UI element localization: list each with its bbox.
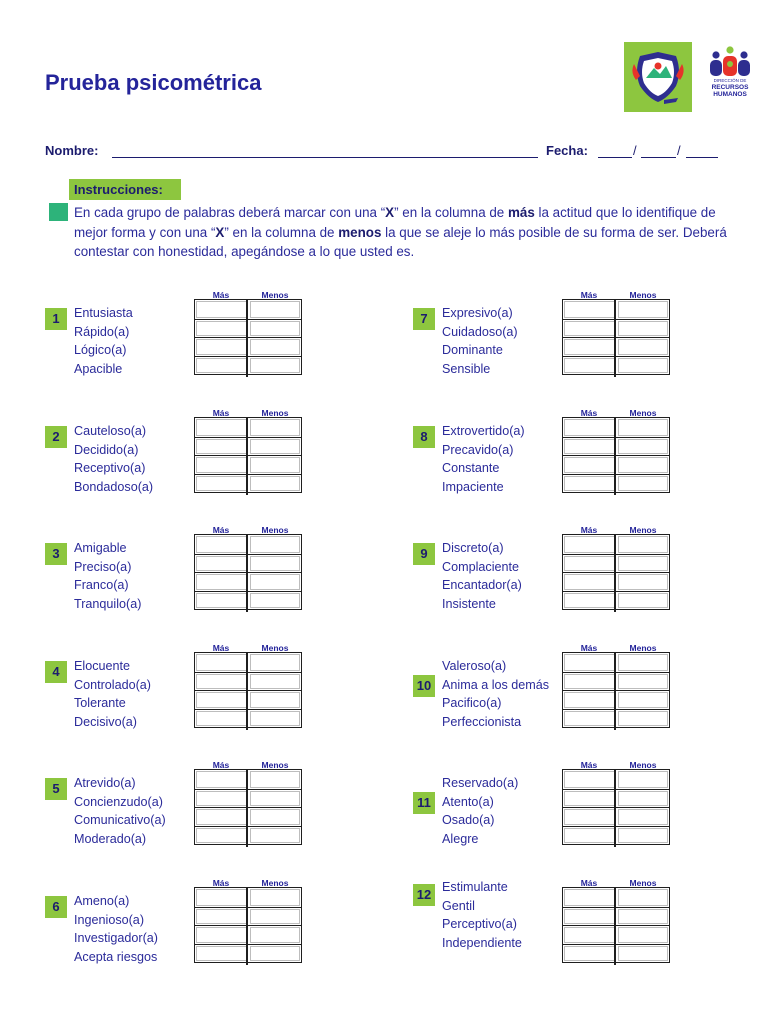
answer-row: [563, 418, 669, 437]
fecha-year-field[interactable]: [686, 157, 718, 158]
answer-row: [563, 907, 669, 926]
word-group: [413, 760, 703, 860]
answer-row: [563, 337, 669, 356]
group-number: 7: [413, 308, 435, 330]
word-group: [45, 643, 335, 743]
instructions-text: En cada grupo de palabras deberá marcar con una “X” en la columna de más la actitud que lo identifique de mejor forma y con una “X” en la columna de menos la que se aleje lo más posible de su forma de ser. Deberá contestar con honestidad, apegándose a lo que usted es.: [74, 205, 727, 259]
word-group: [413, 290, 703, 390]
answer-grid: [194, 769, 302, 845]
mas-checkbox[interactable]: [564, 419, 615, 436]
menos-checkbox[interactable]: [618, 358, 669, 374]
word-group: [45, 760, 335, 860]
word-option: Estimulante: [442, 880, 508, 894]
group-number: 4: [45, 661, 67, 683]
rrhh-logo: [704, 46, 756, 112]
answer-row: [195, 709, 301, 728]
menos-checkbox[interactable]: [250, 674, 301, 690]
column-header-menos: Menos: [261, 290, 289, 300]
menos-checkbox[interactable]: [618, 828, 669, 844]
mas-checkbox[interactable]: [196, 301, 247, 318]
word-option: Controlado(a): [74, 677, 152, 692]
menos-checkbox[interactable]: [250, 301, 301, 318]
mas-checkbox[interactable]: [564, 946, 615, 962]
word-group: [413, 408, 703, 508]
column-header-mas: Más: [580, 290, 598, 300]
word-option: Ameno(a): [74, 894, 130, 908]
menos-checkbox[interactable]: [250, 771, 301, 788]
word-option: Moderado(a): [74, 831, 147, 846]
answer-row: [563, 826, 669, 845]
mas-checkbox[interactable]: [196, 536, 247, 553]
mas-checkbox[interactable]: [196, 476, 247, 492]
answer-row: [563, 888, 669, 907]
grid-divider: [614, 652, 616, 730]
word-group: [413, 878, 703, 978]
word-option: Franco(a): [74, 578, 129, 592]
word-option: Independiente: [442, 935, 522, 950]
answer-grid: [194, 417, 302, 493]
word-option: Alegre: [442, 831, 479, 846]
menos-checkbox[interactable]: [250, 927, 301, 943]
word-list: [442, 304, 518, 378]
word-option: Perceptivo(a): [442, 917, 517, 931]
column-header-menos: Menos: [629, 878, 657, 888]
answer-row: [563, 925, 669, 944]
answer-row: [563, 572, 669, 591]
answer-row: [563, 455, 669, 474]
menos-checkbox[interactable]: [250, 692, 301, 708]
menos-checkbox[interactable]: [250, 419, 301, 436]
column-header-menos: Menos: [629, 408, 657, 418]
column-header-menos: Menos: [261, 878, 289, 888]
mas-checkbox[interactable]: [196, 556, 247, 572]
answer-row: [195, 925, 301, 944]
logo-text-recursos: RECURSOS: [711, 84, 749, 91]
word-list: [442, 878, 522, 952]
mas-checkbox[interactable]: [564, 339, 615, 355]
column-header-mas: Más: [212, 408, 230, 418]
page-title: Prueba psicométrica: [45, 70, 262, 95]
word-option: Complaciente: [442, 559, 520, 574]
word-group: [413, 643, 703, 743]
group-number: 5: [45, 778, 67, 800]
mas-checkbox[interactable]: [564, 358, 615, 374]
grid-divider: [614, 417, 616, 495]
answer-row: [563, 437, 669, 456]
menos-checkbox[interactable]: [618, 674, 669, 690]
mas-checkbox[interactable]: [196, 339, 247, 355]
mas-checkbox[interactable]: [196, 771, 247, 788]
column-header-mas: Más: [580, 643, 598, 653]
grid-divider: [246, 417, 248, 495]
menos-checkbox[interactable]: [250, 654, 301, 671]
menos-checkbox[interactable]: [618, 791, 669, 807]
answer-row: [195, 535, 301, 554]
menos-checkbox[interactable]: [618, 809, 669, 825]
mas-checkbox[interactable]: [564, 809, 615, 825]
mas-checkbox[interactable]: [196, 711, 247, 727]
answer-row: [195, 690, 301, 709]
column-header-mas: Más: [580, 408, 598, 418]
mas-checkbox[interactable]: [196, 791, 247, 807]
mas-checkbox[interactable]: [564, 828, 615, 844]
answer-row: [563, 591, 669, 610]
menos-checkbox[interactable]: [618, 457, 669, 473]
grid-divider: [614, 534, 616, 612]
mas-checkbox[interactable]: [564, 457, 615, 473]
answer-row: [563, 944, 669, 963]
answer-row: [195, 653, 301, 672]
word-option: Impaciente: [442, 479, 504, 494]
answer-grid: [562, 299, 670, 375]
menos-checkbox[interactable]: [250, 791, 301, 807]
menos-checkbox[interactable]: [618, 339, 669, 355]
mas-checkbox[interactable]: [564, 889, 615, 906]
fecha-label: Fecha:: [546, 143, 588, 158]
word-list: [442, 774, 518, 848]
group-number: 9: [413, 543, 435, 565]
answer-row: [195, 437, 301, 456]
word-option: Ingenioso(a): [74, 912, 145, 927]
mas-checkbox[interactable]: [564, 536, 615, 553]
column-header-menos: Menos: [629, 643, 657, 653]
grid-divider: [614, 299, 616, 377]
word-option: Dominante: [442, 343, 503, 357]
municipality-logo: [624, 42, 692, 112]
column-header-mas: Más: [580, 525, 598, 535]
word-list: [74, 304, 133, 378]
word-group: [413, 525, 703, 625]
answer-grid: [562, 887, 670, 963]
menos-checkbox[interactable]: [618, 439, 669, 455]
word-group: [45, 878, 335, 978]
mas-checkbox[interactable]: [564, 321, 615, 337]
answer-grid: [562, 534, 670, 610]
answer-row: [563, 474, 669, 493]
word-option: Valeroso(a): [442, 659, 507, 673]
word-option: Apacible: [74, 361, 123, 376]
word-option: Preciso(a): [74, 559, 132, 574]
answer-row: [195, 554, 301, 573]
column-header-mas: Más: [212, 525, 230, 535]
menos-checkbox[interactable]: [250, 593, 301, 609]
word-option: Discreto(a): [442, 541, 504, 555]
logo-text-humanos: HUMANOS: [713, 91, 747, 98]
word-option: Atento(a): [442, 794, 494, 809]
word-group: [45, 525, 335, 625]
answer-row: [195, 907, 301, 926]
menos-checkbox[interactable]: [618, 909, 669, 925]
mas-checkbox[interactable]: [564, 556, 615, 572]
word-option: Osado(a): [442, 813, 495, 827]
answer-row: [195, 944, 301, 963]
answer-grid: [194, 887, 302, 963]
word-list: [74, 774, 166, 848]
answer-grid: [562, 417, 670, 493]
answer-row: [195, 572, 301, 591]
mas-checkbox[interactable]: [196, 927, 247, 943]
word-group: [45, 408, 335, 508]
word-option: Gentil: [442, 898, 475, 913]
word-option: Tolerante: [74, 696, 126, 710]
column-header-menos: Menos: [261, 760, 289, 770]
word-option: Rápido(a): [74, 324, 130, 339]
menos-checkbox[interactable]: [618, 889, 669, 906]
word-option: Decidido(a): [74, 442, 139, 457]
answer-row: [195, 455, 301, 474]
word-option: Anima a los demás: [442, 677, 550, 692]
name-date-row: [45, 143, 725, 163]
answer-row: [563, 356, 669, 375]
group-number: 2: [45, 426, 67, 448]
menos-checkbox[interactable]: [250, 946, 301, 962]
column-header-mas: Más: [212, 878, 230, 888]
answer-row: [563, 554, 669, 573]
word-option: Receptivo(a): [74, 461, 146, 475]
word-option: Lógico(a): [74, 343, 127, 357]
menos-checkbox[interactable]: [250, 574, 301, 590]
mas-checkbox[interactable]: [564, 711, 615, 727]
answer-row: [195, 826, 301, 845]
mas-checkbox[interactable]: [196, 946, 247, 962]
answer-row: [195, 770, 301, 789]
answer-row: [195, 888, 301, 907]
mas-checkbox[interactable]: [196, 654, 247, 671]
word-list: [74, 539, 141, 613]
group-number: 6: [45, 896, 67, 918]
column-header-mas: Más: [212, 643, 230, 653]
word-option: Elocuente: [74, 659, 131, 673]
word-list: [74, 422, 153, 496]
answer-row: [563, 319, 669, 338]
group-number: 11: [413, 792, 435, 814]
word-option: Encantador(a): [442, 578, 522, 592]
answer-grid: [194, 534, 302, 610]
mas-checkbox[interactable]: [196, 574, 247, 590]
menos-checkbox[interactable]: [250, 909, 301, 925]
group-number: 3: [45, 543, 67, 565]
word-option: Bondadoso(a): [74, 479, 154, 494]
instructions-bullet: [49, 203, 68, 221]
answer-grid: [562, 769, 670, 845]
answer-row: [195, 672, 301, 691]
answer-row: [563, 709, 669, 728]
mas-checkbox[interactable]: [196, 419, 247, 436]
grid-divider: [246, 887, 248, 965]
word-option: Perfeccionista: [442, 714, 522, 729]
answer-row: [563, 770, 669, 789]
mas-checkbox[interactable]: [196, 321, 247, 337]
mas-checkbox[interactable]: [196, 674, 247, 690]
answer-grid: [562, 652, 670, 728]
mas-checkbox[interactable]: [196, 439, 247, 455]
word-option: Comunicativo(a): [74, 813, 166, 827]
column-header-mas: Más: [212, 760, 230, 770]
menos-checkbox[interactable]: [618, 654, 669, 671]
word-option: Precavido(a): [442, 442, 514, 457]
group-number: 12: [413, 884, 435, 906]
mas-checkbox[interactable]: [196, 828, 247, 844]
mas-checkbox[interactable]: [196, 457, 247, 473]
instructions-heading: Instrucciones:: [69, 179, 181, 200]
mas-checkbox[interactable]: [564, 654, 615, 671]
logo-text-direccion: DIRECCIÓN DE: [713, 78, 747, 83]
menos-checkbox[interactable]: [250, 339, 301, 355]
word-list: [442, 539, 522, 613]
column-header-mas: Más: [580, 878, 598, 888]
mas-checkbox[interactable]: [564, 791, 615, 807]
menos-checkbox[interactable]: [250, 556, 301, 572]
word-list: [442, 422, 525, 496]
menos-checkbox[interactable]: [250, 711, 301, 727]
menos-checkbox[interactable]: [618, 946, 669, 962]
answer-row: [195, 356, 301, 375]
people-icon: [707, 46, 753, 78]
column-header-menos: Menos: [629, 290, 657, 300]
answer-row: [195, 300, 301, 319]
column-header-menos: Menos: [261, 525, 289, 535]
word-option: Amigable: [74, 541, 127, 555]
answer-row: [195, 418, 301, 437]
column-header-menos: Menos: [629, 525, 657, 535]
menos-checkbox[interactable]: [618, 476, 669, 492]
word-option: Concienzudo(a): [74, 794, 163, 809]
word-option: Constante: [442, 461, 500, 475]
word-option: Sensible: [442, 361, 491, 376]
menos-checkbox[interactable]: [618, 536, 669, 553]
menos-checkbox[interactable]: [250, 476, 301, 492]
menos-checkbox[interactable]: [618, 556, 669, 572]
word-list: [442, 657, 549, 731]
menos-checkbox[interactable]: [618, 692, 669, 708]
mas-checkbox[interactable]: [196, 358, 247, 374]
grid-divider: [246, 299, 248, 377]
group-number: 1: [45, 308, 67, 330]
crest-icon: [624, 42, 692, 112]
menos-checkbox[interactable]: [250, 889, 301, 906]
menos-checkbox[interactable]: [250, 828, 301, 844]
answer-row: [563, 653, 669, 672]
mas-checkbox[interactable]: [564, 593, 615, 609]
mas-checkbox[interactable]: [564, 476, 615, 492]
grid-divider: [246, 652, 248, 730]
mas-checkbox[interactable]: [564, 301, 615, 318]
word-option: Acepta riesgos: [74, 949, 158, 964]
grid-divider: [614, 769, 616, 847]
answer-row: [195, 591, 301, 610]
menos-checkbox[interactable]: [618, 711, 669, 727]
menos-checkbox[interactable]: [618, 593, 669, 609]
mas-checkbox[interactable]: [196, 593, 247, 609]
answer-row: [195, 337, 301, 356]
column-header-mas: Más: [212, 290, 230, 300]
mas-checkbox[interactable]: [564, 692, 615, 708]
column-header-menos: Menos: [261, 408, 289, 418]
word-option: Tranquilo(a): [74, 596, 142, 611]
nombre-label: Nombre:: [45, 143, 99, 158]
word-option: Atrevido(a): [74, 776, 136, 790]
answer-row: [563, 672, 669, 691]
answer-row: [563, 789, 669, 808]
mas-checkbox[interactable]: [564, 771, 615, 788]
column-header-mas: Más: [580, 760, 598, 770]
fecha-day-field[interactable]: [598, 157, 632, 158]
menos-checkbox[interactable]: [250, 321, 301, 337]
word-option: Reservado(a): [442, 776, 519, 790]
group-number: 10: [413, 675, 435, 697]
answer-grid: [194, 652, 302, 728]
menos-checkbox[interactable]: [250, 809, 301, 825]
answer-grid: [194, 299, 302, 375]
nombre-field[interactable]: [112, 157, 538, 158]
menos-checkbox[interactable]: [618, 574, 669, 590]
mas-checkbox[interactable]: [564, 574, 615, 590]
mas-checkbox[interactable]: [196, 889, 247, 906]
menos-checkbox[interactable]: [618, 927, 669, 943]
answer-row: [563, 300, 669, 319]
menos-checkbox[interactable]: [618, 321, 669, 337]
menos-checkbox[interactable]: [250, 536, 301, 553]
word-option: Cauteloso(a): [74, 424, 147, 438]
word-list: [74, 657, 151, 731]
word-option: Insistente: [442, 596, 496, 611]
word-group: [45, 290, 335, 390]
menos-checkbox[interactable]: [618, 771, 669, 788]
word-option: Decisivo(a): [74, 714, 137, 729]
group-number: 8: [413, 426, 435, 448]
word-option: Cuidadoso(a): [442, 324, 518, 339]
mas-checkbox[interactable]: [564, 927, 615, 943]
mas-checkbox[interactable]: [196, 909, 247, 925]
word-list: [74, 892, 158, 966]
menos-checkbox[interactable]: [250, 358, 301, 374]
menos-checkbox[interactable]: [250, 439, 301, 455]
fecha-separator: /: [633, 143, 637, 158]
mas-checkbox[interactable]: [196, 809, 247, 825]
menos-checkbox[interactable]: [618, 419, 669, 436]
mas-checkbox[interactable]: [564, 909, 615, 925]
menos-checkbox[interactable]: [618, 301, 669, 318]
word-option: Entusiasta: [74, 306, 133, 320]
grid-divider: [246, 769, 248, 847]
word-option: Pacifico(a): [442, 696, 502, 710]
word-option: Investigador(a): [74, 931, 158, 945]
menos-checkbox[interactable]: [250, 457, 301, 473]
answer-row: [195, 807, 301, 826]
answer-row: [195, 474, 301, 493]
answer-row: [195, 319, 301, 338]
column-header-menos: Menos: [261, 643, 289, 653]
fecha-separator: /: [677, 143, 681, 158]
answer-row: [563, 807, 669, 826]
grid-divider: [246, 534, 248, 612]
answer-row: [563, 690, 669, 709]
grid-divider: [614, 887, 616, 965]
mas-checkbox[interactable]: [564, 439, 615, 455]
word-option: Expresivo(a): [442, 306, 513, 320]
answer-row: [563, 535, 669, 554]
fecha-month-field[interactable]: [641, 157, 676, 158]
mas-checkbox[interactable]: [196, 692, 247, 708]
mas-checkbox[interactable]: [564, 674, 615, 690]
answer-row: [195, 789, 301, 808]
column-header-menos: Menos: [629, 760, 657, 770]
word-option: Extrovertido(a): [442, 424, 525, 438]
